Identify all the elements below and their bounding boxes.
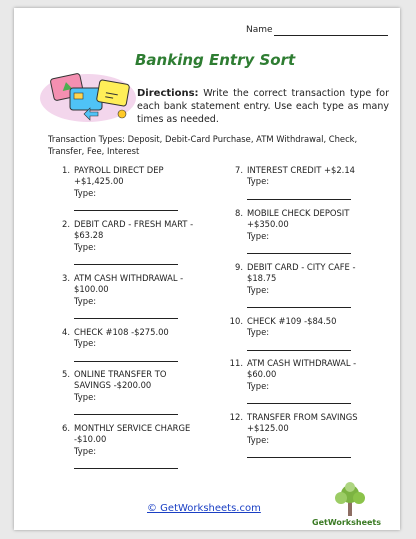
item-number: 5. bbox=[62, 369, 70, 379]
item-text bbox=[247, 165, 397, 200]
item-text bbox=[74, 369, 224, 415]
money-transfer-illustration bbox=[36, 68, 136, 124]
item-number: 11. bbox=[229, 358, 243, 368]
answer-line[interactable] bbox=[247, 253, 351, 254]
item-line1: TRANSFER FROM SAVINGS bbox=[247, 412, 358, 422]
answer-line[interactable] bbox=[74, 361, 178, 362]
item-number: 10. bbox=[229, 316, 243, 326]
item-number: 9. bbox=[235, 262, 243, 272]
type-label: Type: bbox=[74, 391, 97, 402]
directions bbox=[137, 87, 389, 126]
item-text bbox=[247, 262, 397, 308]
item-line1: DEBIT CARD - CITY CAFE - bbox=[247, 262, 356, 272]
answer-line[interactable] bbox=[74, 318, 178, 319]
item-line1: PAYROLL DIRECT DEP bbox=[74, 165, 164, 175]
footer-link[interactable]: © GetWorksheets.com bbox=[147, 503, 261, 514]
item-number: 8. bbox=[235, 208, 243, 218]
type-label: Type: bbox=[247, 230, 270, 241]
type-label: Type: bbox=[74, 445, 97, 456]
item-line1: CHECK #109 -$84.50 bbox=[247, 316, 337, 326]
item-number: 3. bbox=[62, 273, 70, 283]
item-text bbox=[74, 327, 224, 362]
item-text bbox=[74, 423, 224, 469]
item-line2: +$125.00 bbox=[247, 423, 289, 434]
item-line1: ATM CASH WITHDRAWAL - bbox=[247, 358, 357, 368]
item-line1: DEBIT CARD - FRESH MART - bbox=[74, 219, 194, 229]
item-number: 7. bbox=[235, 165, 243, 175]
item-line2: +$350.00 bbox=[247, 219, 289, 230]
item-number: 6. bbox=[62, 423, 70, 433]
item-line1: MONTHLY SERVICE CHARGE bbox=[74, 423, 191, 433]
type-label: Type: bbox=[247, 434, 270, 445]
item-line2: +$1,425.00 bbox=[74, 176, 124, 187]
item-number: 2. bbox=[62, 219, 70, 229]
type-label: Type: bbox=[247, 327, 270, 338]
answer-line[interactable] bbox=[247, 307, 351, 308]
transaction-types: Transaction Types: Deposit, Debit-Card Purchase, ATM Withdrawal, Check, Transfer, Fee, Interest bbox=[48, 134, 358, 156]
worksheet-title: Banking Entry Sort bbox=[135, 51, 296, 69]
type-label: Type: bbox=[247, 284, 270, 295]
item-text bbox=[247, 208, 397, 254]
item-text bbox=[74, 165, 224, 211]
item-line2: $100.00 bbox=[74, 284, 109, 295]
getworksheets-logo bbox=[312, 482, 390, 526]
directions-text: Write the correct transaction type for each bank statement entry. Use each type as many times as needed. bbox=[137, 88, 389, 125]
worksheet-page bbox=[14, 8, 400, 530]
item-line2: $63.28 bbox=[74, 230, 104, 241]
item-number: 1. bbox=[62, 165, 70, 175]
logo-text: GetWorksheets bbox=[312, 518, 382, 527]
name-line[interactable] bbox=[274, 35, 388, 36]
directions-label: Directions: bbox=[137, 88, 199, 99]
item-number: 4. bbox=[62, 327, 70, 337]
answer-line[interactable] bbox=[247, 403, 351, 404]
item-line1: ONLINE TRANSFER TO bbox=[74, 369, 167, 379]
item-text bbox=[247, 412, 397, 458]
item-line1: ATM CASH WITHDRAWAL - bbox=[74, 273, 184, 283]
item-line2: $60.00 bbox=[247, 369, 277, 380]
item-text bbox=[247, 358, 397, 404]
item-line2: -$10.00 bbox=[74, 434, 107, 445]
answer-line[interactable] bbox=[74, 210, 178, 211]
item-number: 12. bbox=[229, 412, 243, 422]
item-line2: $18.75 bbox=[247, 273, 277, 284]
answer-line[interactable] bbox=[74, 264, 178, 265]
type-label: Type: bbox=[247, 380, 270, 391]
item-line1: INTEREST CREDIT +$2.14 bbox=[247, 165, 355, 175]
item-text bbox=[74, 219, 224, 265]
item-line2: SAVINGS -$200.00 bbox=[74, 380, 152, 391]
name-label: Name bbox=[246, 25, 273, 35]
item-line1: MOBILE CHECK DEPOSIT bbox=[247, 208, 350, 218]
type-label: Type: bbox=[74, 241, 97, 252]
answer-line[interactable] bbox=[74, 468, 178, 469]
tree-logo-icon bbox=[330, 482, 370, 518]
item-line1: CHECK #108 -$275.00 bbox=[74, 327, 169, 337]
answer-line[interactable] bbox=[247, 457, 351, 458]
name-field bbox=[246, 25, 273, 35]
type-label: Type: bbox=[247, 176, 270, 187]
item-text bbox=[247, 316, 397, 351]
type-label: Type: bbox=[74, 295, 97, 306]
item-text bbox=[74, 273, 224, 319]
type-label: Type: bbox=[74, 187, 97, 198]
answer-line[interactable] bbox=[247, 350, 351, 351]
answer-line[interactable] bbox=[247, 199, 351, 200]
answer-line[interactable] bbox=[74, 414, 178, 415]
type-label: Type: bbox=[74, 338, 97, 349]
